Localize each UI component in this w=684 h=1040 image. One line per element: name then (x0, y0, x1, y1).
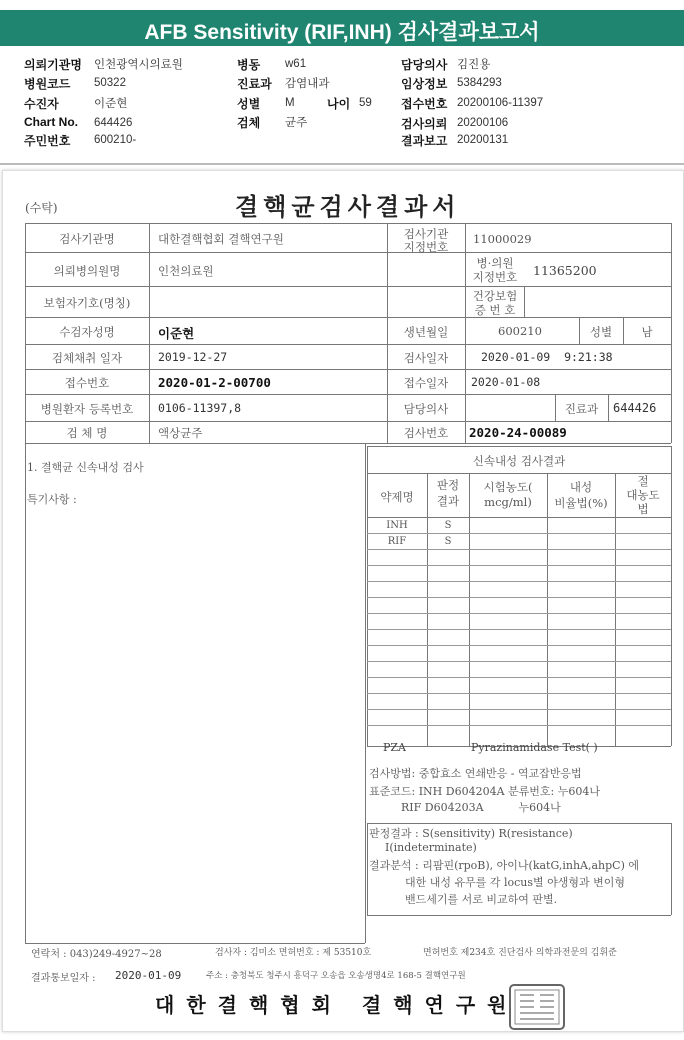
collect-label: 검체채취 일자 (51, 351, 123, 365)
col-judge-1: 판정 (436, 478, 460, 492)
lab-value: 대한결핵협회 결핵연구원 (158, 232, 284, 246)
title-bar (0, 10, 684, 46)
analysis-text-3: 밴드세기를 서로 비교하여 판별. (405, 893, 558, 906)
judge-note-2: I(indeterminate) (385, 841, 477, 854)
tester-text: 검사자 : 김미소 면허번호 : 제 53510호 (215, 948, 372, 958)
notify-date: 2020-01-09 (115, 969, 182, 982)
patient-label: 수진자 (24, 97, 59, 111)
doc-title: 결핵균검사결과서 (235, 192, 461, 221)
reg-value: 0106-11397,8 (158, 401, 242, 415)
col-abs-2: 대농도 (626, 488, 660, 502)
receipt-value: 20200106-11397 (457, 97, 544, 109)
doc-tag: (수탁) (25, 201, 58, 215)
ins-cert-label-1: 건강보험 (472, 289, 518, 303)
col-drug: 약제명 (380, 490, 414, 504)
hospital-field: 의뢰기관명 (24, 58, 82, 72)
doc-sex-label: 성별 (589, 325, 613, 339)
lab-no-label-1: 검사기관 (403, 227, 449, 241)
code-value: 50322 (94, 77, 126, 89)
ins-cert-label-2: 증 번 호 (474, 303, 516, 317)
col-abs-1: 절 (637, 474, 649, 488)
test-no-value: 2020-24-00089 (469, 425, 567, 440)
lab-no-value: 11000029 (473, 232, 532, 246)
row-result-inh: S (444, 520, 452, 531)
dept-label: 진료과 (237, 77, 272, 91)
accession-label: 접수번호 (64, 376, 110, 390)
dob-value: 600210 (498, 324, 542, 338)
col-ratio-2: 비율법(%) (554, 496, 608, 510)
req-no-label-1: 병·의원 (476, 256, 514, 270)
address-text: 주소 : 충청북도 청주시 흥덕구 오송읍 오송생명4로 168-5 결핵연구원 (206, 971, 466, 981)
col-ratio-1: 내성 (569, 480, 593, 494)
hospital-value: 인천광역시의료원 (94, 59, 183, 71)
test-date-label: 검사일자 (403, 351, 449, 365)
ssn-value: 600210- (94, 134, 137, 146)
dept-value-doc: 644426 (613, 401, 657, 415)
doctor-label-doc: 담당의사 (403, 402, 449, 416)
analysis-text-2: 대한 내성 유무를 각 locus별 야생형과 변이형 (405, 876, 626, 889)
clinical-value: 5384293 (457, 77, 502, 89)
sex-value: M (285, 97, 295, 109)
report-title: AFB Sensitivity (RIF,INH) 검사결과보고서 (144, 21, 540, 44)
doc-sex-value: 남 (641, 325, 653, 339)
req-label: 의뢰병의원명 (53, 264, 121, 278)
col-conc-1: 시험농도( (483, 480, 533, 494)
spec-value: 액상균주 (158, 426, 203, 440)
header-divider (0, 163, 684, 165)
test-no-label: 검사번호 (403, 426, 449, 440)
doctor-label: 담당의사 (401, 58, 448, 72)
specimen-value: 균주 (285, 117, 308, 129)
institute-name: 대한결핵협회 결핵연구원 (155, 993, 519, 1017)
test-item: 1. 결핵균 신속내성 검사 (27, 461, 144, 474)
row-drug-rif: RIF (387, 536, 407, 547)
req-value: 인천의료원 (158, 264, 214, 278)
row-result-rif: S (444, 536, 452, 547)
row-drug-inh: INH (386, 520, 408, 531)
sex-label: 성별 (237, 97, 261, 111)
name-value: 이준현 (158, 326, 195, 341)
ward-label: 병동 (237, 58, 261, 72)
lab-no-label-2: 지정번호 (403, 240, 449, 254)
collect-value: 2019-12-27 (158, 350, 228, 364)
pza-name: Pyrazinamidase Test( ) (471, 741, 598, 754)
scanned-report (2, 170, 684, 1032)
request-label: 검사의뢰 (401, 117, 448, 131)
notes-label: 특기사항 : (27, 493, 77, 506)
accession-value: 2020-01-2-00700 (158, 375, 271, 390)
chart-value: 644426 (94, 117, 133, 129)
judge-note: 판정결과 : S(sensitivity) R(resistance) (369, 827, 573, 840)
dept-label-doc: 진료과 (564, 402, 599, 416)
reg-label: 병원환자 등록번호 (40, 402, 134, 416)
clinical-label: 임상정보 (401, 77, 448, 91)
official-seal (508, 983, 566, 1031)
std-code-text: 표준코드: INH D604204A 분류번호: 누604나 (369, 785, 600, 798)
pza-code: PZA (383, 741, 406, 754)
name-label: 수검자성명 (59, 325, 115, 339)
age-value: 59 (359, 97, 372, 109)
dob-label: 생년월일 (403, 325, 449, 339)
method-text: 검사방법: 중합효소 연쇄반응 - 역교잡반응법 (369, 767, 582, 780)
test-date-value: 2020-01-09 9:21:38 (481, 350, 613, 364)
result-title: 신속내성 검사결과 (472, 454, 566, 468)
req-no-label-2: 지정번호 (472, 270, 518, 284)
notify-label: 결과통보일자 : (31, 973, 96, 984)
col-conc-2: mcg/ml) (484, 495, 532, 509)
report-label: 결과보고 (401, 134, 448, 148)
recv-value: 2020-01-08 (471, 375, 541, 389)
lab-label: 검사기관명 (59, 232, 115, 246)
ssn-label: 주민번호 (24, 134, 71, 148)
req-no-value: 11365200 (533, 263, 597, 278)
receipt-label: 접수번호 (401, 97, 448, 111)
specialist-text: 면허번호 제234호 진단검사 의학과전문의 김휘준 (423, 948, 617, 958)
spec-label: 검 체 명 (66, 426, 108, 440)
specimen-label: 검체 (237, 116, 261, 130)
request-value: 20200106 (457, 117, 509, 129)
contact-text: 연락처 : 043)249-4927~28 (31, 949, 162, 960)
doctor-value: 김진용 (457, 59, 491, 71)
recv-label: 접수일자 (403, 376, 449, 390)
dept-value: 감염내과 (285, 78, 330, 90)
report-value: 20200131 (457, 134, 509, 146)
ward-value: w61 (285, 58, 307, 70)
col-judge-2: 결과 (436, 494, 460, 508)
col-abs-3: 법 (637, 502, 649, 516)
insurance-label: 보험자기호(명칭) (43, 296, 131, 310)
age-label: 나이 (327, 97, 351, 111)
analysis-text: 결과분석 : 리팜핀(rpoB), 아이나(katG,inhA,ahpC) 에 (369, 859, 640, 872)
chart-label: Chart No. (24, 115, 78, 129)
std-code-text-2: RIF D604203A 누604나 (401, 801, 561, 814)
patient-value: 이준현 (94, 98, 128, 110)
code-label: 병원코드 (24, 77, 71, 91)
